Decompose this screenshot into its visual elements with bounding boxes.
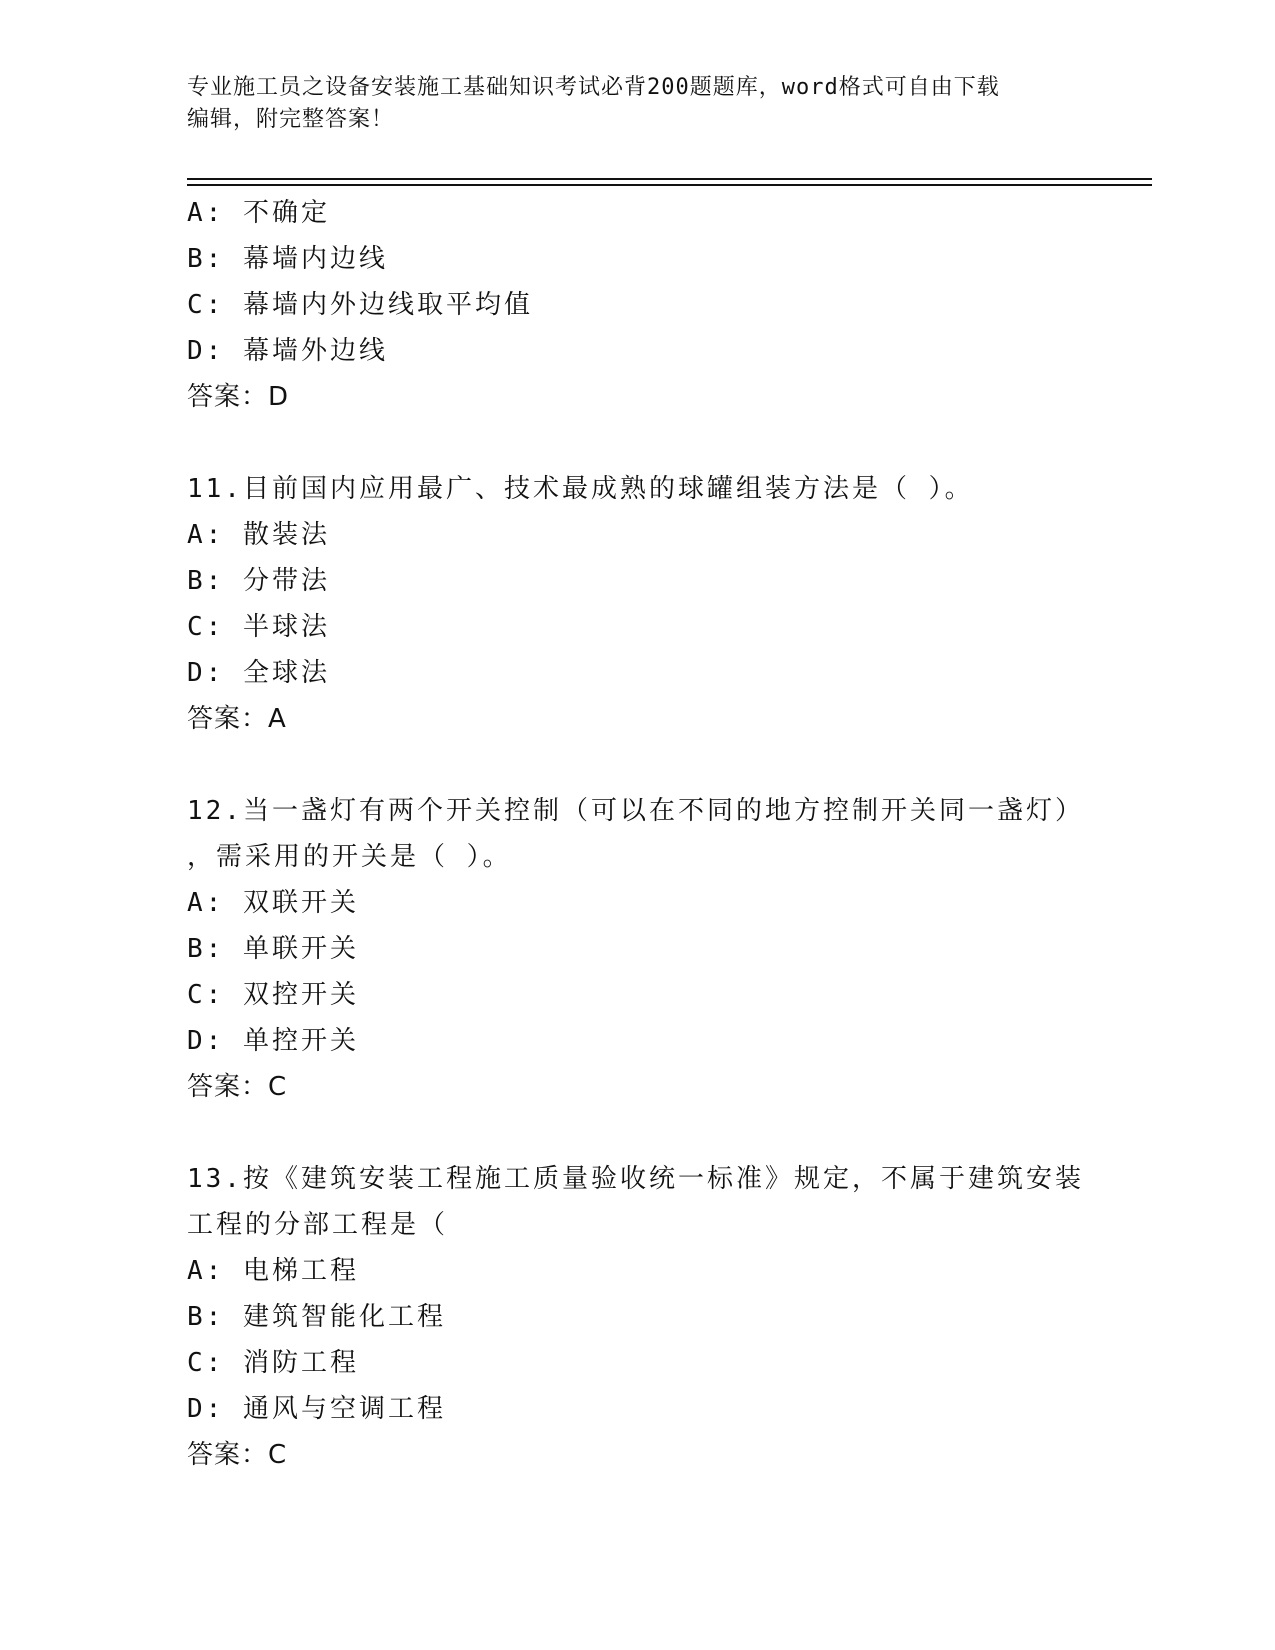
question-10 — [187, 190, 1107, 420]
question-13 — [187, 1156, 1107, 1478]
document-header — [187, 72, 1067, 136]
question-11 — [187, 466, 1107, 742]
option-d: D: 全球法 — [187, 658, 330, 688]
option-d: D: 幕墙外边线 — [187, 336, 388, 366]
option-b: B: 建筑智能化工程 — [187, 1302, 446, 1332]
option-b: B: 幕墙内边线 — [187, 244, 388, 274]
question-text-line1: 13.按《建筑安装工程施工质量验收统一标准》规定，不属于建筑安装 — [187, 1164, 1084, 1194]
option-d: D: 单控开关 — [187, 1026, 359, 1056]
spacer — [187, 1110, 1107, 1156]
option-c: C: 半球法 — [187, 612, 330, 642]
answer-line: 答案：A — [187, 704, 287, 734]
question-text-line2: 工程的分部工程是（ — [187, 1210, 449, 1240]
answer-line: 答案：D — [187, 382, 290, 412]
option-b: B: 单联开关 — [187, 934, 359, 964]
option-c: C: 幕墙内外边线取平均值 — [187, 290, 533, 320]
option-b: B: 分带法 — [187, 566, 330, 596]
question-text-line2: ，需采用的开关是（ ）。 — [187, 842, 512, 872]
option-c: C: 消防工程 — [187, 1348, 359, 1378]
header-title-line1: 专业施工员之设备安装施工基础知识考试必背200题题库，word格式可自由下载 — [187, 75, 1000, 100]
question-list — [187, 190, 1107, 1478]
answer-line: 答案：C — [187, 1072, 288, 1102]
option-a: A: 不确定 — [187, 198, 330, 228]
header-title-line2: 编辑，附完整答案！ — [187, 107, 395, 132]
option-a: A: 电梯工程 — [187, 1256, 359, 1286]
spacer — [187, 420, 1107, 466]
question-12 — [187, 788, 1107, 1110]
option-a: A: 双联开关 — [187, 888, 359, 918]
question-text: 11.目前国内应用最广、技术最成熟的球罐组装方法是（ ）。 — [187, 474, 974, 504]
spacer — [187, 742, 1107, 788]
option-c: C: 双控开关 — [187, 980, 359, 1010]
answer-line: 答案：C — [187, 1440, 288, 1470]
option-d: D: 通风与空调工程 — [187, 1394, 446, 1424]
option-a: A: 散装法 — [187, 520, 330, 550]
header-divider-bottom — [187, 184, 1152, 186]
question-text-line1: 12.当一盏灯有两个开关控制（可以在不同的地方控制开关同一盏灯） — [187, 796, 1084, 826]
header-divider-top — [187, 178, 1152, 180]
